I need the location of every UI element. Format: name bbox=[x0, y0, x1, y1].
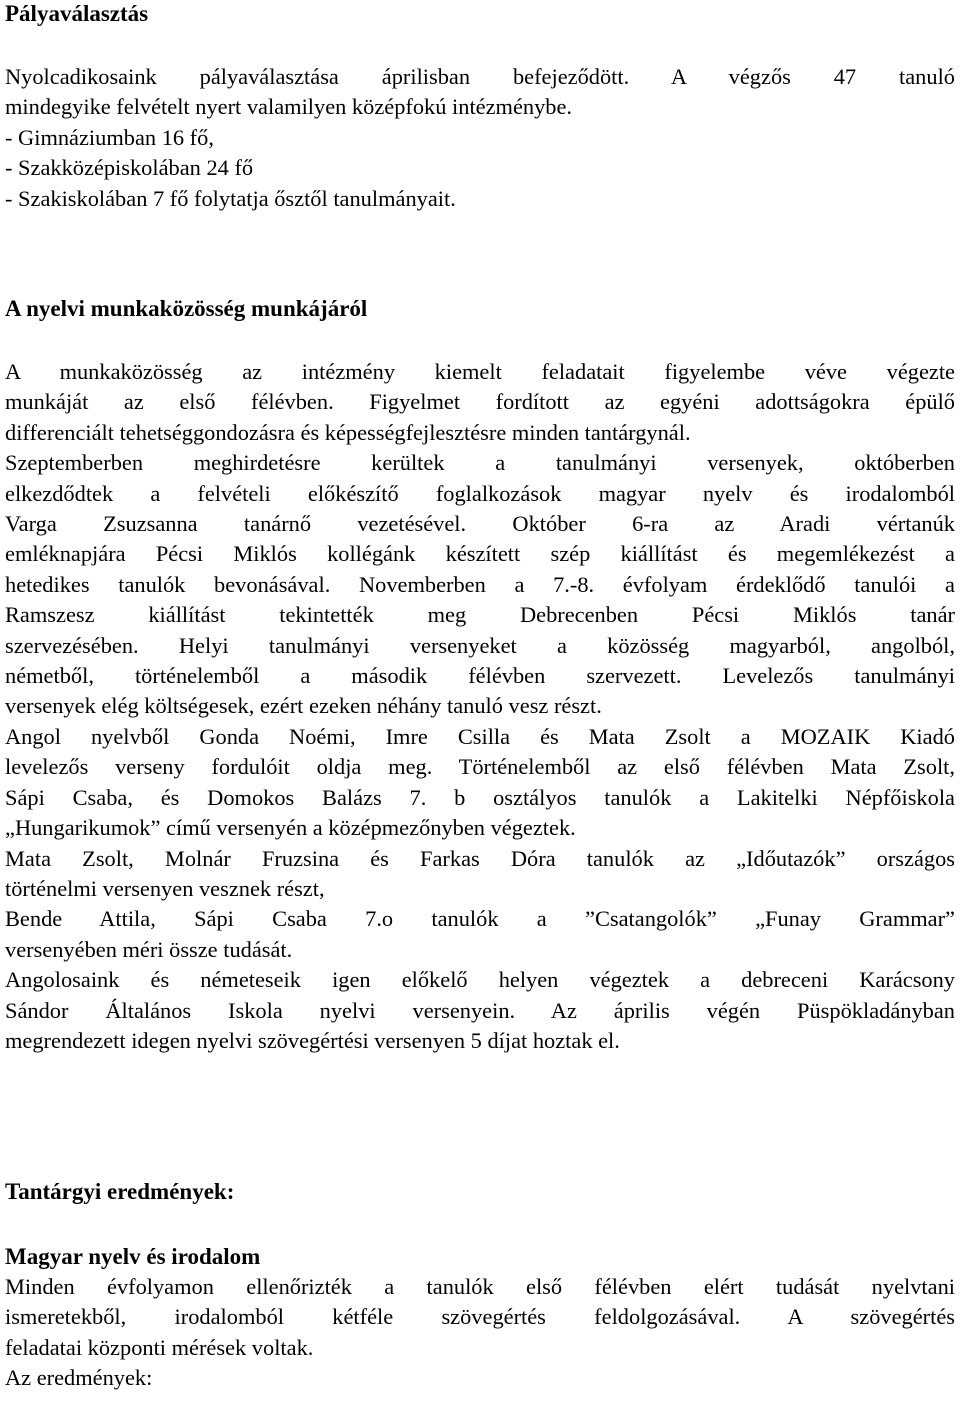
text-line: hetedikes tanulók bevonásával. Novemberben a 7.-8. évfolyam érdeklődő tanulói a bbox=[5, 571, 955, 597]
text-line: Szeptemberben meghirdetésre kerültek a tanulmányi versenyek, októberben bbox=[5, 450, 955, 476]
text-line: Nyolcadikosaink pályaválasztása áprilisban befejeződött. A végzős 47 tanuló bbox=[5, 64, 955, 89]
text-line: elkezdődtek a felvételi előkészítő foglalkozások magyar nyelv és irodalomból bbox=[5, 480, 955, 506]
text-line: Mata Zsolt, Molnár Fruzsina és Farkas Dóra tanulók az „Időutazók” országos bbox=[5, 845, 955, 871]
magyar-paragraph bbox=[5, 1272, 955, 1394]
text-line: versenyek elég költségesek, ezért ezeken néhány tanuló vesz részt. bbox=[5, 693, 602, 719]
section-title-palyavalasztas: Pályaválasztás bbox=[5, 1, 149, 26]
text-line: Bende Attila, Sápi Csaba 7.o tanulók a ”Csatangolók” „Funay Grammar” bbox=[5, 906, 955, 932]
text-line: munkáját az első félévben. Figyelmet fordított az egyéni adottságokra épülő bbox=[5, 389, 955, 415]
text-line: megrendezett idegen nyelvi szövegértési versenyen 5 díjat hoztak el. bbox=[5, 1027, 620, 1053]
section-title-nyelvi: A nyelvi munkaközösség munkájáról bbox=[5, 296, 368, 321]
text-line: mindegyike felvételt nyert valamilyen középfokú intézménybe. bbox=[5, 94, 573, 120]
text-line: levelezős verseny fordulóit oldja meg. Történelemből az első félévben Mata Zsolt, bbox=[5, 754, 955, 780]
text-line: Sándor Általános Iskola nyelvi versenyein. Az április végén Püspökladányban bbox=[5, 997, 955, 1023]
nyelvi-paragraph bbox=[5, 357, 955, 1056]
text-line: - Szakiskolában 7 fő folytatja ősztől tanulmányait. bbox=[5, 185, 456, 211]
text-line: - Szakközépiskolában 24 fő bbox=[5, 155, 254, 181]
text-line: történelmi versenyen vesznek részt, bbox=[5, 875, 325, 901]
text-line: ismeretekből, irodalomból kétféle szövegértés feldolgozásával. A szövegértés bbox=[5, 1304, 955, 1330]
palyavalasztas-paragraph bbox=[5, 62, 955, 214]
text-line: - Gimnáziumban 16 fő, bbox=[5, 124, 214, 150]
text-line: A munkaközösség az intézmény kiemelt feladatait figyelembe véve végezte bbox=[5, 359, 955, 384]
text-line: Az eredmények: bbox=[5, 1365, 153, 1391]
text-line: németből, történelemből a második félévben szervezett. Levelezős tanulmányi bbox=[5, 663, 955, 689]
section-title-magyar: Magyar nyelv és irodalom bbox=[5, 1244, 261, 1269]
text-line: Angolosaink és németeseik igen előkelő helyen végeztek a debreceni Karácsony bbox=[5, 967, 955, 993]
text-line: szervezésében. Helyi tanulmányi versenyeket a közösség magyarból, angolból, bbox=[5, 632, 955, 658]
text-line: differenciált tehetséggondozásra és képességfejlesztésre minden tantárgynál. bbox=[5, 419, 691, 445]
text-line: feladatai központi mérések voltak. bbox=[5, 1334, 314, 1360]
section-title-tantargyi: Tantárgyi eredmények: bbox=[5, 1179, 235, 1204]
text-line: emléknapjára Pécsi Miklós kollégánk készített szép kiállítást és megemlékezést a bbox=[5, 541, 955, 567]
text-line: Ramszesz kiállítást tekintették meg Debrecenben Pécsi Miklós tanár bbox=[5, 602, 955, 628]
text-line: Varga Zsuzsanna tanárnő vezetésével. Október 6-ra az Aradi vértanúk bbox=[5, 511, 955, 537]
text-line: Angol nyelvből Gonda Noémi, Imre Csilla és Mata Zsolt a MOZAIK Kiadó bbox=[5, 723, 955, 749]
text-line: „Hungarikumok” című versenyén a középmezőnyben végeztek. bbox=[5, 815, 576, 841]
text-line: Minden évfolyamon ellenőrizték a tanulók első félévben elért tudását nyelvtani bbox=[5, 1274, 955, 1299]
text-line: Sápi Csaba, és Domokos Balázs 7. b osztályos tanulók a Lakitelki Népfőiskola bbox=[5, 784, 955, 810]
text-line: versenyében méri össze tudását. bbox=[5, 936, 293, 962]
